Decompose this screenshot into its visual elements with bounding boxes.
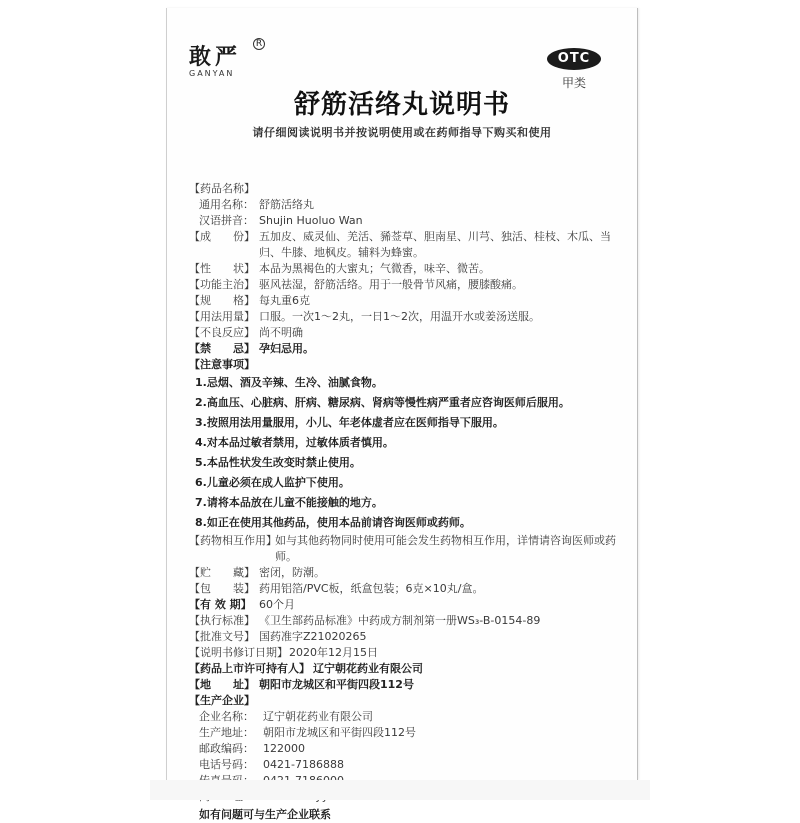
mfr-value: 辽宁朝花药业有限公司: [263, 710, 373, 723]
storage-label: 【贮 藏】: [189, 566, 255, 579]
ingredients-value: 五加皮、威灵仙、羌活、豨莶草、胆南星、川芎、独活、桂枝、木瓜、当归、牛膝、地枫皮。辅料为蜂蜜。: [259, 230, 611, 259]
common-name-row: [189, 197, 629, 213]
usage-value: 口服。一次1～2丸，一日1～2次，用温开水或姜汤送服。: [259, 310, 540, 323]
spec-row: [189, 293, 629, 309]
usage-label: 【用法用量】: [189, 310, 255, 323]
standard-label: 【执行标准】: [189, 614, 255, 627]
mfr-value: 朝阳市龙城区和平街四段112号: [263, 726, 416, 739]
contra-value: 孕妇忌用。: [259, 342, 314, 355]
interaction-row: [189, 533, 629, 565]
character-label: 【性 状】: [189, 262, 255, 275]
approval-value: 国药准字Z21020265: [259, 630, 367, 643]
revision-value: 2020年12月15日: [289, 646, 378, 659]
mfr-value: 0421-7186888: [263, 758, 344, 771]
usage-row: [189, 309, 629, 325]
spec-value: 每丸重6克: [259, 294, 310, 307]
common-name-label: 通用名称：: [199, 198, 254, 211]
caution-item: 1.忌烟、酒及辛辣、生冷、油腻食物。: [195, 376, 383, 389]
standard-value: 《卫生部药品标准》中药成方制剂第一册WS₃-B-0154-89: [259, 614, 541, 627]
page-title: 舒筋活络丸说明书: [293, 90, 510, 120]
address-value: 朝阳市龙城区和平街四段112号: [259, 678, 414, 691]
instruction-content: [189, 181, 629, 823]
footer-note: 如有问题可与生产企业联系: [199, 808, 331, 821]
caution-item: 6.儿童必须在成人监护下使用。: [195, 476, 350, 489]
character-row: [189, 261, 629, 277]
storage-value: 密闭，防潮。: [259, 566, 325, 579]
pinyin-label: 汉语拼音：: [199, 214, 254, 227]
mfr-label: 企业名称：: [199, 710, 254, 723]
contra-label: 【禁 忌】: [189, 342, 255, 355]
validity-value: 60个月: [259, 598, 295, 611]
common-name-value: 舒筋活络丸: [259, 198, 314, 211]
address-row: [189, 677, 629, 693]
brand-english: GANYAN: [189, 69, 235, 78]
adverse-row: [189, 325, 629, 341]
brand-chinese: 敢严: [189, 44, 242, 70]
validity-label: 【有 效 期】: [189, 598, 252, 611]
section-drug-name: [189, 181, 629, 197]
manufacturer-name-row: [189, 709, 629, 725]
adverse-label: 【不良反应】: [189, 326, 255, 339]
manufacturer-postcode-row: [189, 741, 629, 757]
interaction-value: 如与其他药物同时使用可能会发生药物相互作用，详情请咨询医师或药师。: [275, 534, 616, 563]
otc-class: 甲类: [561, 76, 586, 90]
package-value: 药用铝箔/PVC板，纸盒包装；6克×10丸/盒。: [259, 582, 484, 595]
mfr-label: 电话号码：: [199, 758, 254, 771]
holder-row: [189, 661, 629, 677]
drug-name-label: 【药品名称】: [189, 182, 255, 195]
approval-row: [189, 629, 629, 645]
caution-item: 8.如正在使用其他药品，使用本品前请咨询医师或药师。: [195, 516, 471, 529]
ingredients-row: [189, 229, 629, 261]
package-row: [189, 581, 629, 597]
cautions-label: 【注意事项】: [189, 358, 255, 371]
address-label: 【地 址】: [189, 678, 255, 691]
holder-value: 辽宁朝花药业有限公司: [313, 662, 423, 675]
character-value: 本品为黑褐色的大蜜丸；气微香，味辛、微苦。: [259, 262, 490, 275]
caution-item: 2.高血压、心脏病、肝病、糖尿病、肾病等慢性病严重者应咨询医师后服用。: [195, 396, 570, 409]
manufacturer-label: 【生产企业】: [189, 694, 255, 707]
indication-value: 驱风祛湿，舒筋活络。用于一般骨节风痛，腰膝酸痛。: [259, 278, 523, 291]
otc-badge: OTC: [547, 48, 601, 70]
indication-label: 【功能主治】: [189, 278, 255, 291]
pinyin-row: [189, 213, 629, 229]
ingredients-label: 【成 份】: [189, 230, 255, 243]
mfr-value: 122000: [263, 742, 305, 755]
storage-row: [189, 565, 629, 581]
mfr-label: 邮政编码：: [199, 742, 254, 755]
caution-item: 3.按照用法用量服用，小儿、年老体虚者应在医师指导下服用。: [195, 416, 504, 429]
approval-label: 【批准文号】: [189, 630, 255, 643]
adverse-value: 尚不明确: [259, 326, 303, 339]
page-subtitle: 请仔细阅读说明书并按说明使用或在药师指导下购买和使用: [252, 126, 552, 139]
manufacturer-phone-row: [189, 757, 629, 773]
holder-label: 【药品上市许可持有人】: [189, 662, 310, 675]
revision-row: [189, 645, 629, 661]
table-surface: [150, 780, 650, 800]
caution-item: 7.请将本品放在儿童不能接触的地方。: [195, 496, 383, 509]
manufacturer-row: [189, 693, 629, 709]
interaction-label: 【药物相互作用】: [189, 534, 277, 547]
pinyin-value: Shujin Huoluo Wan: [259, 214, 363, 227]
instruction-sheet: [166, 8, 638, 821]
validity-row: [189, 597, 629, 613]
cautions-row: [189, 357, 629, 373]
spec-label: 【规 格】: [189, 294, 255, 307]
package-label: 【包 装】: [189, 582, 255, 595]
registered-mark-icon: R: [253, 38, 265, 50]
standard-row: [189, 613, 629, 629]
revision-label: 【说明书修订日期】: [189, 646, 288, 659]
caution-item: 4.对本品过敏者禁用，过敏体质者慎用。: [195, 436, 394, 449]
indication-row: [189, 277, 629, 293]
manufacturer-address-row: [189, 725, 629, 741]
caution-item: 5.本品性状发生改变时禁止使用。: [195, 456, 361, 469]
mfr-label: 生产地址：: [199, 726, 254, 739]
brand-logo: [189, 39, 263, 78]
contra-row: [189, 341, 629, 357]
